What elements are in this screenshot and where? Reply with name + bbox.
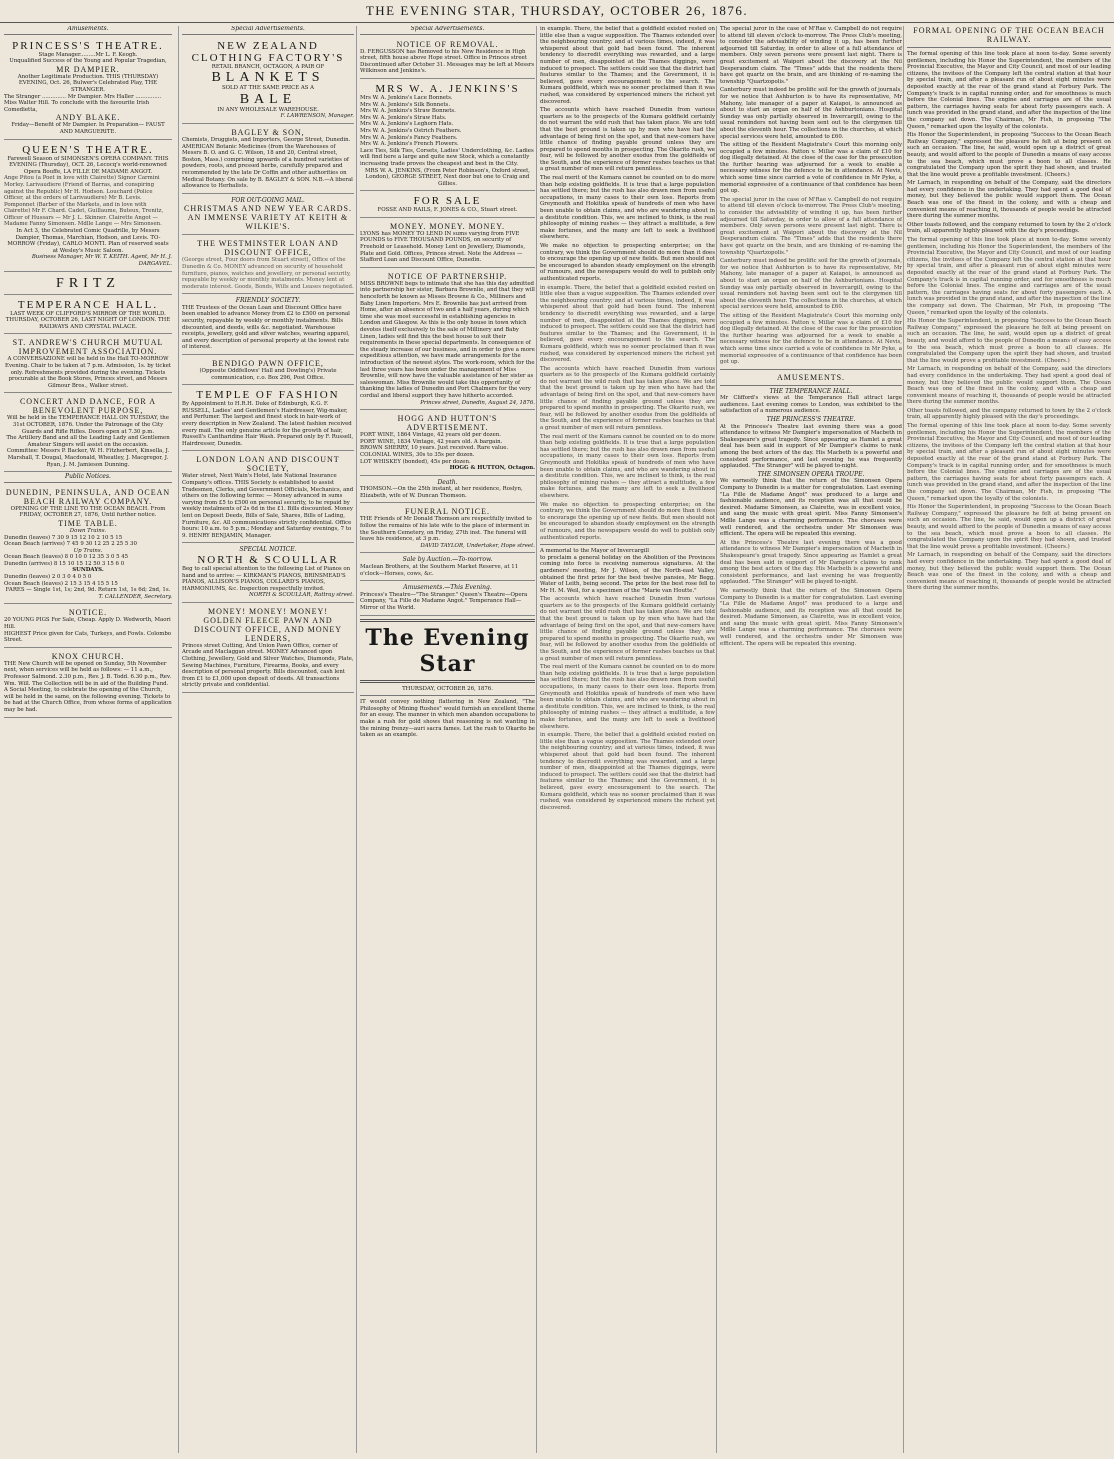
list-item: Mrs W. A. Jenkins's Fancy Feathers.	[360, 134, 458, 141]
bendigo-pawn-ad	[182, 357, 354, 385]
article-paragraph: Mr Larnach, in responding on behalf of the Company, said the directors had every confidence in the undertaking. They had spent a good deal of money, but they believed the public would support them. The Ocean Beach was one of the finest in the colony, and with a cheap and convenient means of reaching it, thousands of people would be attracted there during the summer months.	[907, 366, 1111, 406]
list-item: BROWN SHERRY, 10 years. Just received. Rare value.	[360, 445, 509, 452]
ad-text: Maclean Brothers, at the Southern Market Reserve, at 11 o'clock—Horses, cows, &c.	[360, 564, 519, 577]
ad-text: Unqualified Success of the Young and Popular Tragedian,	[9, 58, 167, 65]
section-label: Amusements.	[4, 26, 172, 35]
article-paragraph: The special juror in the case of M'Rae v. Campbell do not require to attend till eleven o'clock to-morrow. The Press Club's meeting, to consider the advisability of winding it up, has been further adjourned till Saturday, in order to allow of a full attendance of members. Only seven persons were present last night. There is great excitement at Waipori about the discovery at the Nil Desperandum claim. The "Times" adds that the residents there have got quartz on the brain, and are thinking of re-naming the township "Quartzopolis."	[720, 26, 902, 85]
ad-text: LYONS has MONEY TO LEND IN sums varying from FIVE POUNDS to FIVE THOUSAND POUNDS, on security of Freehold or Leasehold. Money Lent on Jewellery, Diamonds, Plate and Gold. Offices, Princes street. Note the Address — Stafford Loan and Discount Office, Dunedin.	[360, 230, 525, 264]
jenkins-list	[360, 95, 535, 148]
subheading: THE TEMPERANCE HALL.	[769, 387, 853, 395]
article-paragraph: His Honor the Superintendent, in proposing "Success to the Ocean Beach Railway Company," expressed the pleasure he felt at being present on such an occasion. The line, he said, would open up a district of great beauty, and would afford to the people of Dunedin a means of easy access to the sea beach, which must prove a boon to all classes. He congratulated the Company upon the spirit they had shown, and trusted that the line would prove a profitable investment. (Cheers.)	[907, 318, 1111, 364]
lyons-money-ad	[360, 220, 535, 268]
jenkins-ad	[360, 81, 535, 191]
bagley-ad	[182, 126, 354, 194]
ad-title: BAGLEY & SON,	[231, 127, 305, 137]
ad-text: A CONVERSAZIONE will be held in the Hall TO-MORROW Evening. Chair to be taken at 7 p.m. Admission, 1s. by ticket only. Refreshments provided during the evening. Tickets procurable at the Book Stores, Princes street, and Messrs Gilmour Bros., Walker street.	[5, 356, 171, 389]
ad-headline: MR DAMPIER.	[56, 64, 120, 74]
article-paragraph: The accounts which have reached Dunedin from various quarters as to the prospects of the Kumara goldfield certainly do not warrant the wild rush that has taken place. We are told that the best ground is taken up by men who have had the advantage of being first on the spot, and that new-comers have little chance of finding payable ground unless they are prepared to spend months in prospecting. The Okarito rush, we fear, will be followed by another exodus from the goldfields of the South, and the experience of former rushes teaches us that a great number of men will return penniless.	[540, 596, 715, 662]
ad-title: FRITZ	[56, 275, 120, 291]
article-paragraph: The formal opening of this line took place at noon to-day. Some seventy gentlemen, including his Honor the Superintendent, the members of the Provincial Executive, the Mayor and City Council, and most of our leading citizens, the invitees of the Company left the central station at that hour by special train, and after a pleasant run of about eight minutes were deposited exactly at the rear of the grand stand at Forbury Park. The Company's track is in capital running order, and for smoothness is much before the Colonial lines. The engine and carriages are of the usual pattern, the carriages having seats for about forty passengers each. A lunch was provided in the grand stand, and after the inspection of the line the company sat down. The Chairman, Mr Fish, in proposing "The Queen," remarked upon the loyalty of the colonists.	[907, 423, 1111, 502]
list-item: PORT WINE, 1864 Vintage, 42 years old per dozen.	[360, 432, 501, 439]
article-paragraph: Canterbury must indeed be prolific soil for the growth of journals, for we notice that Ashburton is to have its representative, Mr Mahony, late manager of a paper at Kaiapoi, is announced as about to start an organ on half of the Ashburtonians. Hospital Sunday was only partially observed in Invercargill, owing to the usual reminders not having been sent out to the clergymen till about the eleventh hour. The collections in the churches, at which special services were held, amounted to £60.	[720, 87, 902, 140]
ad-title: FOR SALE	[413, 195, 482, 208]
article-paragraph: in example. There, the belief that a goldfield existed rested on little else than a vague supposition. The Thames extended over the neighbouring country; and at various times, indeed, it was whispered about that gold had been found. The inherent tendency to discredit everything was rewarded, and a large number of men, disappointed at the Thames diggings, were induced to prospect. The settlers could see that the district had features similar to the Thames; and the Government, it is believed, gave every encouragement to the search. The Kumara goldfield, which was no sooner proclaimed than it was rushed, was considered by experienced miners the richest yet discovered.	[540, 26, 715, 105]
article-paragraph: The formal opening of this line took place at noon to-day. Some seventy gentlemen, including his Honor the Superintendent, the members of the Provincial Executive, the Mayor and City Council, and most of our leading citizens, the invitees of the Company left the central station at that hour by special train, and after a pleasant run of about eight minutes were deposited exactly at the rear of the grand stand at Forbury Park. The Company's track is in capital running order, and for smoothness is much before the Colonial lines. The engine and carriages are of the usual pattern, the carriages having seats for about forty passengers each. A lunch was provided in the grand stand, and after the inspection of the line the company sat down. The Chairman, Mr Fish, in proposing "The Queen," remarked upon the loyalty of the colonists.	[907, 51, 1111, 130]
ad-text: Ange Pitou (a Poet in love with Clairette) Signor Carmini Morley. Larivaudiere (Friend of Barras, and conspiring against the Republic) Mr H. Hodson. Louchard (Police Officer, at the orders of Larivaudiere) Mr B. Levis. Pomponnet (Barber of the Markets, and in love with Clairette) Mr F. Chard. Cadet, Guillaume, Buteux, Trenitz, Officer of Hussars — Mr J. L. Skinner. Clairette Angot — Madame Fanny Simonsen. Mdlle Lange — Mrs Simonsen.	[4, 175, 164, 228]
ad-title: QUEEN'S THEATRE.	[22, 143, 154, 156]
time-table	[4, 528, 172, 587]
article-paragraph: The real merit of the Kumara cannot be counted on to do more than help existing goldfields. It is true that a large population has settled there; but the rush has also drawn men from useful occupations, in many cases to their own loss. Reports from Greymouth and Hokitika speak of hundreds of men who have been unable to obtain claims, and who are wandering about in a destitute condition. This, we are inclined to think, is the real philosophy of mining rushes — they attract a multitude, a few make fortunes, and the many are left to seek a livelihood elsewhere.	[540, 175, 715, 241]
temple-fashion-ad	[182, 387, 354, 451]
ad-text: Another Legitimate Production. THIS (THURSDAY) EVENING, Oct. 26, Bulwer's Celebrated Play, THE STRANGER.	[17, 73, 159, 93]
article-paragraph: We make no objection to prospecting enterprise; on the contrary, we think the Government should do more than it does to encourage the opening up of new fields. But men should not be encouraged to abandon steady employment on the strength of rumours, and the newspapers would do well to publish only authenticated reports.	[540, 243, 715, 282]
ad-text: (Opposite Oddfellows' Hall and Dowling's) Private communication, c.o. Box 296, Post Office.	[199, 368, 337, 381]
st-andrews-ad	[4, 336, 172, 393]
north-scoullar-ad	[182, 545, 354, 603]
column-6	[903, 26, 1114, 1453]
ad-text: FOSSE AND RAILS, F. JONES & CO., Stuart street.	[377, 207, 518, 214]
ad-headline: ANDY BLAKE.	[55, 113, 121, 123]
subheading: THE SIMONSEN OPERA TROUPE.	[757, 470, 865, 478]
time-table-row: SUNDAYS.	[72, 567, 104, 574]
column-1	[4, 26, 175, 1453]
article-paragraph: in example. There, the belief that a goldfield existed rested on little else than a vague supposition. The Thames extended over the neighbouring country; and at various times, indeed, it was whispered about that gold had been found. The inherent tendency to discredit everything was rewarded, and a large number of men, disappointed at the Thames diggings, were induced to prospect. The settlers could see that the district had features similar to the Thames; and the Government, it is believed, gave every encouragement to the search. The Kumara goldfield, which was no sooner proclaimed than it was rushed, was considered by experienced miners the richest yet discovered.	[540, 732, 715, 811]
ad-signature: Princes street, Dunedin, August 24, 1876.	[420, 399, 535, 406]
time-table-row: Dunedin (arrives) 8 15 10 15 12 50 3 15 6 0	[4, 560, 125, 567]
ad-text: The Stranger .............. Mr Dampier. Mrs Haller ............... Miss Walter Hill. To conclude with the favourite Irish Comedietta,	[4, 93, 162, 113]
ad-text: Princes street Cutting, And Union Pawn Office, corner of Arcade and Maclaggan street. MONEY Advanced upon Clothing, Jewellery, Gold and Silver Watches, Diamonds, Plate, Sewing Machines, Furniture, Firearms, Books, and every description of personal property. Bills discounted, cash lent from £1 to £1,000 upon deposit of deeds. All transactions strictly private and confidential.	[182, 642, 354, 689]
friendly-society-ad	[182, 296, 354, 355]
ad-text: Farewell Season of SIMONSEN'S OPERA COMPANY. THIS EVENING (Thursday), OCT. 26, Lecocq's world-renowned Opera Bouffe, LA FILLE DE MADAME ANGOT.	[7, 155, 169, 175]
column-2	[178, 26, 357, 1453]
ad-title: FUNERAL NOTICE.	[405, 507, 490, 517]
ad-text: RETAIL BRANCH, OCTAGON, A PAIR OF	[211, 63, 325, 70]
ad-title: Sale by Auction.—To-morrow.	[402, 556, 493, 564]
article-paragraph: At the Princess's Theatre last evening there was a good attendance to witness Mr Dampier's impersonation of Macbeth in Shakespeare's great tragedy. Since appearing as Hamlet a great deal has been said in support of Mr Dampier's claims to rank among the best actors of the day. His Macbeth is a powerful and consistent performance, and last evening he was frequently applauded. "The Stranger" will be played to-night.	[720, 539, 902, 586]
ad-title: ST. ANDREW'S CHURCH MUTUAL IMPROVEMENT ASSOCIATION.	[12, 338, 164, 357]
section-label: Special Advertisements.	[360, 26, 535, 35]
ad-title: NOTICE OF PARTNERSHIP.	[387, 271, 508, 281]
golden-fleece-ad	[182, 605, 354, 693]
ad-title: Amusements.—This Evening.	[403, 584, 492, 592]
removal-ad	[360, 38, 535, 79]
ad-text: THE Trustees of the Ocean Loan and Discount Office have been enabled to advance Money from £2 to £500 on personal security, repayable by weekly or monthly instalments. Bills discounted, and deeds, wills &c. negotiated. Warehouse receipts, jewellery, gold and silver watches, wearing apparel, and every description of personal property at the lowest rate of interest.	[182, 304, 350, 351]
memorial-lead: A memorial to the Mayor of Invercargill	[540, 548, 649, 555]
article-paragraph: We earnestly think that the return of the Simonsen Opera Company to Dunedin is a matter for congratulation. Last evening "La Fille de Madame Angot" was produced to a large and fashionable audience, and its reception was all that could be desired. Madame Simonsen, as Clairette, was in excellent voice, and sang the music with great spirit. Miss Fanny Simonsen's Mdlle Lange was a charming performance. The choruses were well rendered, and the orchestra under Mr Simonsen was efficient. The opera will be repeated this evening.	[720, 478, 902, 538]
amusements-notice	[360, 583, 535, 615]
ad-text: Will be held in the TEMPERANCE HALL ON TUESDAY, the 31st OCTOBER, 1876. Under the Patronage of the City Guards and Rifle Rifles. Doors open at 7.30 p.m.	[7, 415, 169, 435]
ad-title: NOTICE OF REMOVAL.	[396, 39, 499, 49]
divider	[540, 544, 715, 545]
ad-title: FRIENDLY SOCIETY.	[235, 297, 301, 305]
ad-headline: CHRISTMAS AND NEW YEAR CARDS. AN IMMENSE VARIETY AT KEITH & WILKIE'S.	[184, 204, 352, 232]
article-paragraph: The sitting of the Resident Magistrate's Court this morning only occupied a few minutes. Patton v. Millar was a claim of £10 for dog illegally detained. At the close of the case for the prosecution the further hearing was adjourned for a week to enable a necessary witness for the defence to be in attendance. At Nevis, which some time since carried a vote of confidence in Mr Pyke, a memorial expressive of a continuance of that confidence has been got up.	[720, 142, 902, 195]
ad-text: THE Friends of Mr Donald Thomson are respectfully invited to follow the remains of his late wife to the place of interment in the Southern Cemetery, on Friday, 27th inst. The funeral will leave his residence, at 3 p.m.	[360, 516, 532, 543]
ad-text: Beg to call special attention to the following List of Pianos on hand and to arrive: — KIRKMAN'S PIANOS, BRINSMEAD'S PIANOS, ALLISON'S PIANOS, COLLARD'S PIANOS, HARMONIUMS, &c. Inspection respectfully invited.	[182, 565, 351, 592]
ad-title: MRS W. A. JENKINS'S	[375, 82, 520, 95]
ad-text: 20 YOUNG PIGS For Sale, Cheap. Apply D. Wedworth, Maori Hill.	[4, 617, 171, 631]
ad-title: LONDON LOAN AND DISCOUNT SOCIETY,	[196, 455, 340, 474]
ad-text: MISS BROWNE begs to intimate that she has this day admitted into partnership her sister, Barbara Brownlie, and that they will henceforth be known as Misses Browne & Co., Milliners and Baby Linen Importers. Mrs E. Brownlie has just arrived from Home, after an absence of two and a half years, during which time she was most successful in establishing agencies in London and Glasgow. As this is the only house in town which devotes itself exclusively to the sale of Millinery and Baby Linen, ladies will find this the best house to suit their requirements in these special departments. In consequence of the steady increase of our business, and in order to give a more expeditious attention, we have made arrangements for the introduction of the newest styles. The work-room, which for the last three years has been under the management of Miss Brownlie, will now have the valuable assistance of her sister as saleswoman. Miss Brownlie would take this opportunity of thanking the ladies of Dunedin and Port Chalmers for the very cordial and liberal support they have hitherto accorded.	[360, 280, 535, 399]
article-paragraph: The accounts which have reached Dunedin from various quarters as to the prospects of the Kumara goldfield certainly do not warrant the wild rush that has taken place. We are told that the best ground is taken up by men who have had the advantage of being first on the spot, and that new-comers have little chance of finding payable ground unless they are prepared to spend months in prospecting. The Okarito rush, we fear, will be followed by another exodus from the goldfields of the South, and the experience of former rushes teaches us that a great number of men will return penniless.	[540, 365, 715, 432]
divider	[720, 369, 902, 370]
article-paragraph: in example. There, the belief that a goldfield existed rested on little else than a vague supposition. The Thames extended over the neighbouring country; and at various times, indeed, it was whispered about that gold had been found. The inherent tendency to discredit everything was rewarded, and a large number of men, disappointed at the Thames diggings, were induced to prospect. The settlers could see that the district had features similar to the Thames; and the Government, it is believed, gave every encouragement to the search. The Kumara goldfield, which was no sooner proclaimed than it was rushed, was considered by experienced miners the richest yet discovered.	[540, 284, 715, 364]
ad-text: SOLD AT THE SAME PRICE AS A	[221, 85, 315, 92]
temperance-hall-ad	[4, 297, 172, 335]
list-item: Mrs W. A. Jenkins's Ostrich Feathers.	[360, 127, 462, 134]
death-notice	[360, 478, 535, 504]
article-paragraph: The sitting of the Resident Magistrate's Court this morning only occupied a few minutes. Patton v. Millar was a claim of £10 for dog illegally detained. At the close of the case for the prosecution the further hearing was adjourned for a week to enable a necessary witness for the defence to be in attendance. At Nevis, which some time since carried a vote of confidence in Mr Pyke, a memorial expressive of a continuance of that confidence has been got up.	[720, 312, 902, 366]
time-table-row: Ocean Beach (arrives) 7 45 9 30 12 25 2 25 5 30	[4, 541, 137, 548]
divider	[720, 385, 902, 386]
knox-church-ad	[4, 650, 172, 718]
ad-signature: DAVID TAYLOR, Undertaker, Hope street.	[420, 542, 535, 549]
ad-title: NORTH & SCOULLAR	[197, 553, 339, 566]
ad-title: KNOX CHURCH.	[51, 651, 125, 661]
ad-signature: T. CALLENDER, Secretary.	[98, 593, 172, 600]
list-item: Mrs W. A. Jenkins's Silk Bonnets.	[360, 101, 451, 108]
ad-title: CONCERT AND DANCE, FOR A BENEVOLENT PURPOSE,	[19, 397, 157, 416]
column-3	[356, 26, 538, 1453]
ad-text: Committee: Messrs P. Backer, W. H. Fitzherbert, Kinsella, J. Marshall, T. Dougal, Macdonald, Wheatley, J. Macgregor, J. Ryan, J. M. Jamieson Dunning.	[6, 448, 170, 468]
keith-wilkie-ad	[182, 196, 354, 236]
ad-text: FARES — Single 1st, 1s; 2nd, 9d. Return 1st, 1s 6d; 2nd, 1s.	[5, 587, 171, 594]
article-paragraph: We earnestly think that the return of the Simonsen Opera Company to Dunedin is a matter for congratulation. Last evening "La Fille de Madame Angot" was produced to a large and fashionable audience, and its reception was all that could be desired. Madame Simonsen, as Clairette, was in excellent voice, and sang the music with great spirit. Miss Fanny Simonsen's Mdlle Lange was a charming performance. The choruses were well rendered, and the orchestra under Mr Simonsen was efficient. The opera will be repeated this evening.	[720, 587, 902, 647]
ad-title: Death.	[437, 478, 458, 486]
ad-title: HOGG AND HUTTON'S ADVERTISEMENT.	[397, 414, 498, 433]
time-table-title: TIME TABLE.	[58, 518, 118, 528]
ad-text: Water street, Next Wain's Hotel, late National Insurance Company's offices. THIS Society is established to assist Tradesmen, Clerks, and Government Officials, Mechanics, and others on the following terms: — Money advanced in sums varying from £5 to £500 on personal security, to be repaid by weekly instalments of 2s 6d in the £1. Bills discounted. Money lent on Deposit Deeds, Bills of Sale, Shares, Bills of Lading, Furniture, &c. All communications strictly confidential. Office hours: 10 a.m. to 5 p.m.; Monday and Saturday evenings, 7 to 9. HENRY BENJAMIN, Manager.	[182, 473, 354, 539]
ad-title: TEMPERANCE HALL.	[17, 298, 159, 311]
ad-headline: BLANKETS	[211, 70, 325, 86]
ad-title: DUNEDIN, PENINSULA, AND OCEAN BEACH RAILWAY COMPANY.	[5, 487, 171, 506]
ad-text: Chemists, Druggists, and Importers, George Street, Dunedin. AMERICAN Botanic Medicines (from the Warehouses of Messrs B. O. and G. C. Wilson, 18 and 20, Central street, Boston, Mass.) comprising upwards of a hundred varieties of powders, roots, and pressed herbs, carefully prepared and recommended by the late Dr Coffin and other authorities on Medical Botany. On sale by B. BAGLEY & SON. N.B.—A liberal allowance to Herbalists.	[182, 136, 353, 190]
ad-signature: F. LAWRENSON, Manager.	[280, 113, 354, 120]
divider	[907, 47, 1111, 48]
article-paragraph: The special juror in the case of M'Rae v. Campbell do not require to attend till eleven o'clock to-morrow. The Press Club's meeting, to consider the advisability of winding it up, has been further adjourned till Saturday, in order to allow of a full attendance of members. Only seven persons were present last night. There is great excitement at Waipori about the discovery at the Nil Desperandum claim. The "Times" adds that the residents there have got quartz on the brain, and are thinking of re-naming the township "Quartzopolis."	[720, 196, 902, 256]
ad-title: NEW ZEALAND CLOTHING FACTORY'S	[191, 39, 345, 64]
ad-text: THE New Church will be opened on Sunday, 5th November next, when services will be held as follows: — 11 a.m., Professor Salmond. 2.30 p.m., Rev. J. B. Todd. 6.30 p.m., Rev. Wm. Will. The Collection will be in aid of the Building Fund. A Social Meeting, to celebrate the opening of the Church, will be held in the same, on the following evening. Tickets to be had at the Church Office, from whose forms of application may be had.	[4, 660, 172, 713]
subheading: THE PRINCESS'S THEATRE.	[766, 416, 856, 424]
partnership-ad	[360, 270, 535, 410]
funeral-notice	[360, 505, 535, 553]
ad-signature: NORTH & SCOULLAR, Rattray street.	[249, 592, 354, 599]
ad-signature: Business Manager, Mr W. T. KEITH. Agent, Mr H. J. DARGAVEL.	[31, 254, 172, 268]
list-item: Mrs W. A. Jenkins's French Flowers.	[360, 141, 459, 148]
article-paragraph: Other toasts followed, and the company returned to town by the 2 o'clock train, all apparently highly pleased with the day's proceedings.	[907, 221, 1111, 235]
queens-theatre-ad	[4, 142, 172, 272]
ad-title: TEMPLE OF FASHION	[196, 389, 340, 402]
article-paragraph: Other toasts followed, and the company returned to town by the 2 o'clock train, all apparently highly pleased with the day's proceedings.	[907, 407, 1111, 421]
ad-text: (George street, Four doors from Stuart street), Office of the Dunedin & Co. MONEY advanced on security of household furniture, pianos, watches and jewellery, or personal security, repayable by weekly or monthly instalments. Money lent at moderate interest. Goods, Bonds, Wills and Leases negotiated.	[182, 257, 354, 290]
section-label: Public Notices.	[4, 474, 172, 483]
ad-signature: HOGG & HUTTON, Octagon.	[449, 465, 535, 472]
ad-text: Stage Manager.........Mr L. F. Keogh.	[38, 51, 138, 58]
fritz-ad	[4, 274, 172, 295]
section-label: Special Advertisements.	[182, 26, 354, 35]
london-loan-ad	[182, 453, 354, 543]
ad-signature: MRS W. A. JENKINS, (From Peter Robinson's, Oxford street, London), GEORGE STREET, Next door but one to Craig and Gillies.	[365, 167, 530, 187]
ad-text: OPENING OF THE LINE TO THE OCEAN BEACH. From FRIDAY, OCTOBER 27, 1876, Until further notice.	[10, 505, 166, 519]
clothing-factory-ad	[182, 38, 354, 124]
hogg-hutton-ad	[360, 412, 535, 476]
railway-ad	[4, 486, 172, 605]
ad-headline: BALE	[239, 91, 297, 107]
ad-text: THOMSON.—On the 25th instant, at her residence, Roslyn, Elizabeth, wife of W. Duncan Thomson.	[360, 486, 523, 499]
article-title: FORMAL OPENING OF THE OCEAN BEACH RAILWAY.	[913, 26, 1105, 44]
time-table-row: Ocean Beach (leaves) 2 15 3 15 4 15 5 15	[4, 580, 118, 587]
ad-title: BENDIGO PAWN OFFICE,	[212, 359, 324, 369]
ad-title: MONEY! MONEY! MONEY!	[208, 606, 328, 616]
divider	[360, 680, 535, 683]
ad-text: The Artillery Band and all the Leading Lady and Gentlemen Amateur Singers will assist on the occasion.	[6, 435, 170, 448]
concert-ad	[4, 395, 172, 472]
ad-headline: GOLDEN FLEECE PAWN AND DISCOUNT OFFICE, AND MONEY LENDERS,	[193, 615, 343, 643]
divider	[360, 695, 535, 696]
time-table-row: Dunedin (leaves) 7 30 9 15 12 10 2 10 5 15	[4, 534, 123, 541]
article-paragraph: Mr Clifford's views at the Temperance Hall attract large audiences. Last evening comes to London, was exhibited to the satisfaction of a numerous audience.	[720, 395, 902, 415]
ad-title: MONEY. MONEY. MONEY.	[390, 221, 505, 231]
notice-ad	[4, 606, 172, 647]
article-paragraph: The accounts which have reached Dunedin from various quarters as to the prospects of the Kumara goldfield certainly do not warrant the wild rush that has taken place. We are told that the best ground is taken up by men who have had the advantage of being first on the spot, and that new-comers have little chance of finding payable ground unless they are prepared to spend months in prospecting. The Okarito rush, we fear, will be followed by another exodus from the goldfields of the South, and the experience of former rushes teaches us that a great number of men will return penniless.	[540, 107, 715, 173]
article-paragraph: His Honor the Superintendent, in proposing "Success to the Ocean Beach Railway Company," expressed the pleasure he felt at being present on such an occasion. The line, he said, would open up a district of great beauty, and would afford to the people of Dunedin a means of easy access to the sea beach, which must prove a boon to all classes. He congratulated the Company upon the spirit they had shown, and trusted that the line would prove a profitable investment. (Cheers.)	[907, 132, 1111, 178]
time-table-row: Down Trains.	[69, 527, 107, 534]
time-table-row: Ocean Beach (leaves) 8 0 10 0 12 35 3 0 5 45	[4, 554, 129, 561]
newspaper-title: The Evening Star	[365, 624, 530, 677]
article-paragraph: The real merit of the Kumara cannot be counted on to do more than help existing goldfields. It is true that a large population has settled there; but the rush has also drawn men from useful occupations, in many cases to their own loss. Reports from Greymouth and Hokitika speak of hundreds of men who have been unable to obtain claims, and who are wandering about in a destitute condition. This, we are inclined to think, is the real philosophy of mining rushes — they attract a multitude, a few make fortunes, and the many are left to seek a livelihood elsewhere.	[540, 664, 715, 730]
ad-text: Lace Ties, Silk Ties, Corsets, Ladies' Underclothing, &c. Ladies will find here a large and quite new Stock, which a constantly increasing trade proves the cheapest and best in the City.	[360, 147, 534, 167]
column-4	[536, 26, 718, 1453]
leader-date: THURSDAY, OCTOBER 26, 1876.	[402, 685, 493, 692]
time-table-row: Dunedin (leaves) 2 0 3 0 4 0 5 0	[4, 574, 92, 581]
divider	[360, 619, 535, 622]
column-5	[716, 26, 905, 1453]
article-paragraph: His Honor the Superintendent, in proposing "Success to the Ocean Beach Railway Company," expressed the pleasure he felt at being present on such an occasion. The line, he said, would open up a district of great beauty, and would afford to the people of Dunedin a means of easy access to the sea beach, which must prove a boon to all classes. He congratulated the Company upon the spirit they had shown, and trusted that the line would prove a profitable investment. (Cheers.)	[907, 504, 1111, 550]
article-paragraph: The real merit of the Kumara cannot be counted on to do more than help existing goldfields. It is true that a large population has settled there; but the rush has also drawn men from useful occupations, in many cases to their own loss. Reports from Greymouth and Hokitika speak of hundreds of men who have been unable to obtain claims, and who are wandering about in a destitute condition. This, we are inclined to think, is the real philosophy of mining rushes — they attract a multitude, a few make fortunes, and the many are left to seek a livelihood elsewhere.	[540, 433, 715, 499]
masthead: THE EVENING STAR, THURSDAY, OCTOBER 26, 1876.	[0, 0, 1114, 23]
list-item: Mrs W. A. Jenkins's Leghorn Hats.	[360, 121, 454, 128]
westminster-loan-ad	[182, 237, 354, 294]
list-item: COLONIAL WINES, 30s to 35s per dozen.	[360, 451, 475, 458]
ad-title: FOR OUT-GOING MAIL.	[231, 196, 305, 204]
for-sale-ad	[360, 193, 535, 218]
ad-label: SPECIAL NOTICE.	[239, 546, 297, 554]
ad-text: IN ANY WHOLESALE WAREHOUSE.	[217, 106, 319, 113]
article-paragraph: At the Princess's Theatre last evening there was a good attendance to witness Mr Dampier's impersonation of Macbeth in Shakespeare's great tragedy. Since appearing as Hamlet a great deal has been said in support of Mr Dampier's claims to rank among the best actors of the day. His Macbeth is a powerful and consistent performance, and last evening he was frequently applauded. "The Stranger" will be played to-night.	[720, 423, 902, 470]
section-heading: AMUSEMENTS.	[776, 372, 846, 382]
ad-text: HIGHEST Price given for Cats, Turkeys, and Fowls. Colombo Street.	[4, 630, 172, 644]
list-item: Mrs W. A. Jenkins's Straw Hats.	[360, 114, 447, 121]
ad-title: PRINCESS'S THEATRE.	[12, 39, 164, 52]
ad-text: Princess's Theatre—"The Stranger." Queen's Theatre—Opera Company, "La Fille de Madame Angot." Temperance Hall—Mirror of the World.	[360, 591, 528, 611]
ad-text: LAST WEEK OF CLIFFORD'S MIRROR OF THE WORLD. THURSDAY, OCTOBER 26, LAST NIGHT OF LONDON. THE RAILWAYS AND CRYSTAL PALACE.	[5, 310, 171, 330]
article-paragraph: to proclaim a general holiday on the Abolition of the Provinces coming into force is receiving numerous signatures. At the gardeners' meeting, Mr J. Wilson, of the North-east Valley, obtained the first prize for the best twelve pansies, Mr Begg. Water of Leith, being second. The prize for the best rose fell to Mr H. M. Weil, for a specimen of the "Marie van Houtte."	[540, 554, 715, 594]
ad-title: NOTICE.	[68, 608, 108, 618]
ad-text: In Act 3, the Celebrated Comic Quadrille, by Messrs Dampier, Thomas, Marchian, Hodson, and Levis. TO-MORROW (Friday), CARLO MONTI. Plan of reserved seats at Wesley's Music Saloon.	[7, 228, 169, 254]
ad-text: Friday—Benefit of Mr Dampier. In Preparation— FAUST AND MARGUERITE.	[11, 122, 165, 135]
ad-text: By Appointment to H.R.H. Duke of Edinburgh, K.G. F. RUSSELL, Ladies' and Gentlemen's Hairdresser, Wig-maker, and Perfumer. The largest and finest stock in hair-work of every description in New Zealand. The latest fashion received every mail. The only genuine article for the growth of hair, Russell's Cantharidine Hair Wash. Prepared only by F. Russell, Hairdresser, Dunedin.	[182, 401, 354, 447]
article-paragraph: Mr Larnach, in responding on behalf of the Company, said the directors had every confidence in the undertaking. They had spent a good deal of money, but they believed the public would support them. The Ocean Beach was one of the finest in the colony, and with a cheap and convenient means of reaching it, thousands of people would be attracted there during the summer months.	[907, 552, 1111, 592]
article-paragraph: Mr Larnach, in responding on behalf of the Company, said the directors had every confidence in the undertaking. They had spent a good deal of money, but they believed the public would support them. The Ocean Beach was one of the finest in the colony, and with a cheap and convenient means of reaching it, thousands of people would be attracted there during the summer months.	[907, 180, 1111, 220]
list-item: LOT WHISKEY (bonded), 45s per dozen.	[360, 458, 471, 465]
article-paragraph: We make no objection to prospecting enterprise; on the contrary, we think the Government should do more than it does to encourage the opening up of new fields. But men should not be encouraged to abandon steady employment on the strength of rumours, and the newspapers would do well to publish only authenticated reports.	[540, 501, 715, 541]
ad-text: D. FERGUSSON has Removed to his New Residence in High street, fifth house above Hope street. Office in Princes street Discontinued after October 31. Messages may be left at Messrs Wilkinson and Jenkins's.	[360, 48, 535, 75]
list-item: Mrs W. A. Jenkins's Lace Bonnets.	[360, 94, 453, 101]
list-item: Mrs W. A. Jenkins's Straw Bonnets.	[360, 108, 456, 115]
wine-list	[360, 432, 535, 465]
leader-text: IT would convey nothing flattering in New Zealand, "The Philosophy of Mining Rushes" would furnish an excellent theme for an essay. The manner in which men abandon occupations to make a rush for gold shows that reasoning is not wanting in the mining frenzy—auri sacra fames. Let the rush to Okarito be taken as an example.	[360, 699, 535, 739]
list-item: PORT WINE, 1834 Vintage, 42 years old. A bargain.	[360, 438, 503, 445]
article-paragraph: The formal opening of this line took place at noon to-day. Some seventy gentlemen, including his Honor the Superintendent, the members of the Provincial Executive, the Mayor and City Council, and most of our leading citizens, the invitees of the Company left the central station at that hour by special train, and after a pleasant run of about eight minutes were deposited exactly at the rear of the grand stand at Forbury Park. The Company's track is in capital running order, and for smoothness is much before the Colonial lines. The engine and carriages are of the usual pattern, the carriages having seats for about forty passengers each. A lunch was provided in the grand stand, and after the inspection of the line the company sat down. The Chairman, Mr Fish, in proposing "The Queen," remarked upon the loyalty of the colonists.	[907, 237, 1111, 316]
time-table-row: Up Trains.	[73, 547, 103, 554]
auction-notice	[360, 555, 535, 581]
ad-title: THE WESTMINSTER LOAN AND DISCOUNT OFFICE,	[197, 239, 339, 258]
princess-theatre-ad	[4, 38, 172, 140]
article-paragraph: Canterbury must indeed be prolific soil for the growth of journals, for we notice that Ashburton is to have its representative, Mr Mahony, late manager of a paper at Kaiapoi, is announced as about to start an organ on half of the Ashburtonians. Hospital Sunday was only partially observed in Invercargill, owing to the usual reminders not having been sent out to the clergymen till about the eleventh hour. The collections in the churches, at which special services were held, amounted to £60.	[720, 258, 902, 311]
